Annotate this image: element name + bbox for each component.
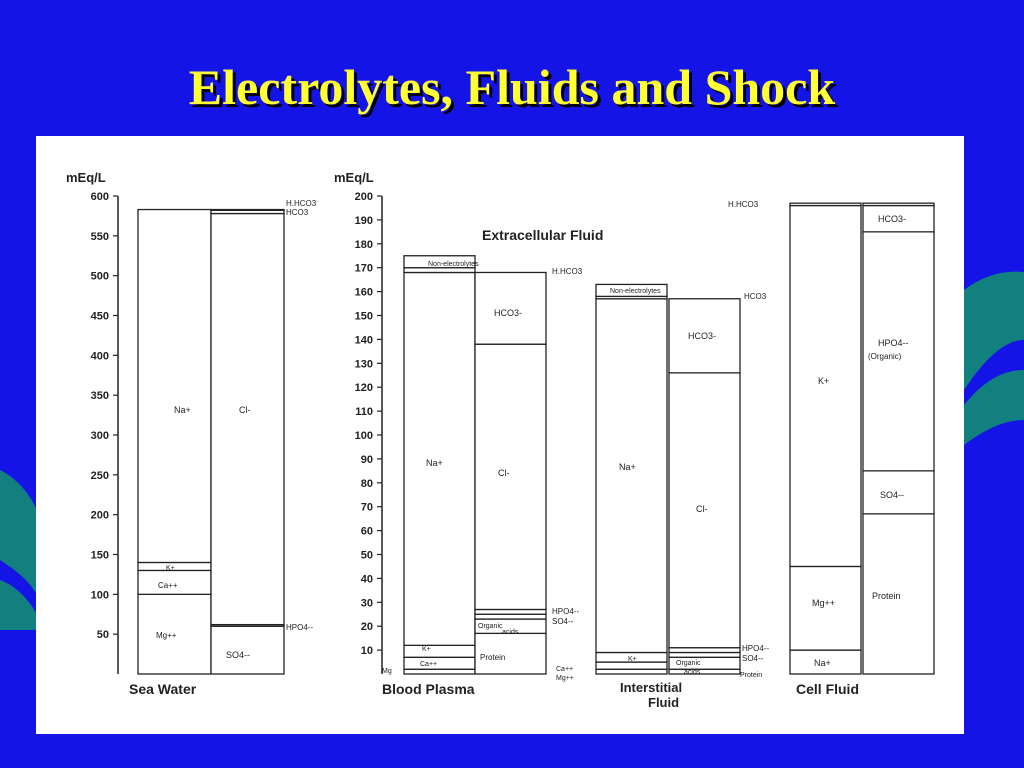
cell-hhco3-label: H.HCO3 xyxy=(728,200,759,209)
sea-tick-label: 600 xyxy=(90,191,109,203)
sea-segment-h-hco3 xyxy=(211,210,284,211)
interstitial-fluid-segment-ca- xyxy=(596,662,667,669)
sea-tick-label: 400 xyxy=(90,350,109,363)
ext-tick-label: 50 xyxy=(360,549,373,562)
sea-k-label: K+ xyxy=(166,565,175,572)
blood-plasma-segment-hpo4- xyxy=(475,609,546,614)
plasma-mg-label: Mg xyxy=(382,668,392,675)
ext-unit-label: mEq/L xyxy=(334,170,374,185)
cell-protein-label: Protein xyxy=(872,591,901,601)
decorative-wave-right xyxy=(964,270,1024,450)
ext-tick-label: 30 xyxy=(360,597,373,610)
interstitial-fluid-segment-na- xyxy=(596,299,667,653)
sea-tick-label: 500 xyxy=(90,270,109,283)
blood-plasma-segment-ca- xyxy=(404,657,475,669)
ext-tick-label: 90 xyxy=(360,453,373,466)
cell-na-label: Na+ xyxy=(814,658,831,668)
sea-tick-label: 300 xyxy=(90,430,109,442)
blood-plasma-segment-cl- xyxy=(475,344,546,609)
interstitial-fluid-segment-hpo4- xyxy=(669,648,740,653)
plasma-hhco3-label: H.HCO3 xyxy=(552,267,583,276)
interstitial-fluid-segment-mg- xyxy=(596,669,667,674)
ext-tick-label: 120 xyxy=(354,382,373,395)
interstitial-fluid-segment-so4- xyxy=(669,652,740,657)
cell-organic-label: (Organic) xyxy=(868,352,902,361)
inter-organic-label: Organic xyxy=(676,660,701,667)
plasma-acids-label: acids xyxy=(502,629,519,636)
blood-plasma-label: Blood Plasma xyxy=(382,681,475,697)
sea-hco3-label: HCO3 xyxy=(286,208,309,217)
cell-fluid-segment-h-hco3 xyxy=(863,203,934,205)
ext-tick-label: 180 xyxy=(354,238,373,251)
sea-hpo4-label: HPO4-- xyxy=(286,623,314,632)
sea-water-columns xyxy=(138,210,284,674)
inter-protein-label: Protein xyxy=(740,672,763,679)
interstitial-fluid-segment-protein xyxy=(669,669,740,674)
extracellular-columns xyxy=(404,203,934,674)
sea-tick-label: 250 xyxy=(90,469,109,482)
ext-tick-label: 170 xyxy=(354,262,373,275)
sea-ca-label: Ca++ xyxy=(158,581,178,590)
cell-fluid-segment-k- xyxy=(790,206,861,567)
cell-hpo4-label: HPO4-- xyxy=(878,338,909,348)
sea-mg-label: Mg++ xyxy=(156,631,177,640)
sea-segment-cl- xyxy=(211,214,284,625)
plasma-organic-label: Organic xyxy=(478,623,503,630)
plasma-ca-label: Ca++ xyxy=(420,661,438,668)
sea-tick-label: 550 xyxy=(90,230,109,243)
inter-k-label: K+ xyxy=(628,656,637,663)
ext-tick-label: 190 xyxy=(354,214,373,227)
inter-nonel-label: Non-electrolytes xyxy=(610,288,661,295)
sea-tick-label: 200 xyxy=(90,509,109,522)
plasma-protein-label: Protein xyxy=(480,653,506,662)
sea-hhco3-label: H.HCO3 xyxy=(286,199,317,208)
inter-ca-label: Ca++ xyxy=(556,666,574,673)
ext-tick-label: 70 xyxy=(360,501,373,514)
cell-fluid-label: Cell Fluid xyxy=(796,681,859,697)
sea-unit-label: mEq/L xyxy=(66,170,106,185)
sea-so4-label: SO4-- xyxy=(226,650,251,660)
cell-k-label: K+ xyxy=(818,376,830,386)
sea-segment-na- xyxy=(138,210,211,563)
ext-tick-label: 40 xyxy=(360,573,373,586)
ext-tick-label: 110 xyxy=(355,406,373,419)
inter-cl-label: Cl- xyxy=(696,504,708,514)
slide-title: Electrolytes, Fluids and Shock xyxy=(188,59,836,115)
blood-plasma-segment-k- xyxy=(404,645,475,657)
inter-hpo4-label: HPO4-- xyxy=(742,644,770,653)
inter-so4-label: SO4-- xyxy=(742,654,764,663)
chart-panel xyxy=(36,136,964,734)
sea-tick-label: 50 xyxy=(96,629,109,642)
plasma-nonel-label: Non-electrolytes xyxy=(428,261,479,268)
ext-tick-label: 130 xyxy=(354,358,373,371)
fluid-label: Fluid xyxy=(648,695,680,710)
plasma-hco3-label: HCO3- xyxy=(494,308,523,318)
cell-so4-label: SO4-- xyxy=(880,490,905,500)
inter-hco3out-label: HCO3 xyxy=(744,292,767,301)
cell-hco3-label: HCO3- xyxy=(878,214,907,224)
plasma-k-label: K+ xyxy=(422,646,431,653)
ext-tick-label: 200 xyxy=(354,191,373,203)
extracellular-title: Extracellular Fluid xyxy=(482,227,604,243)
blood-plasma-segment-h-hco3 xyxy=(404,268,475,273)
sea-cl-label: Cl- xyxy=(239,405,251,415)
blood-plasma-segment-so4- xyxy=(475,614,546,619)
sea-tick-label: 150 xyxy=(90,549,109,562)
sea-water-axis xyxy=(91,191,118,674)
ext-tick-label: 160 xyxy=(354,286,373,299)
sea-tick-label: 100 xyxy=(90,589,109,602)
sea-tick-label: 450 xyxy=(90,310,109,323)
decorative-wave-left xyxy=(0,460,40,630)
ext-tick-label: 10 xyxy=(360,645,373,658)
blood-plasma-segment-mg- xyxy=(404,669,475,674)
ext-tick-label: 60 xyxy=(360,525,373,538)
sea-tick-label: 350 xyxy=(90,390,109,403)
cell-fluid-segment-mg- xyxy=(790,566,861,650)
plasma-cl-label: Cl- xyxy=(498,468,510,478)
ext-tick-label: 80 xyxy=(360,477,373,490)
plasma-na-label: Na+ xyxy=(426,458,443,468)
sea-water-label: Sea Water xyxy=(129,681,197,697)
electrolyte-chart xyxy=(36,136,964,734)
ext-tick-label: 140 xyxy=(354,334,373,347)
inter-acids-label: acids xyxy=(684,669,701,676)
ext-tick-label: 150 xyxy=(354,310,373,323)
inter-hco3-label: HCO3- xyxy=(688,331,717,341)
inter-na-label: Na+ xyxy=(619,462,636,472)
ext-tick-label: 20 xyxy=(360,621,373,634)
inter-mg-label: Mg++ xyxy=(556,675,574,682)
extracellular-axis xyxy=(355,191,382,674)
ext-tick-label: 100 xyxy=(354,430,373,442)
interstitial-label: Interstitial xyxy=(620,680,683,695)
cell-mg-label: Mg++ xyxy=(812,598,836,608)
plasma-hpo4-label: HPO4-- xyxy=(552,607,580,616)
sea-na-label: Na+ xyxy=(174,405,191,415)
cell-fluid-segment-h-hco3 xyxy=(790,203,861,205)
plasma-so4-label: SO4-- xyxy=(552,617,574,626)
